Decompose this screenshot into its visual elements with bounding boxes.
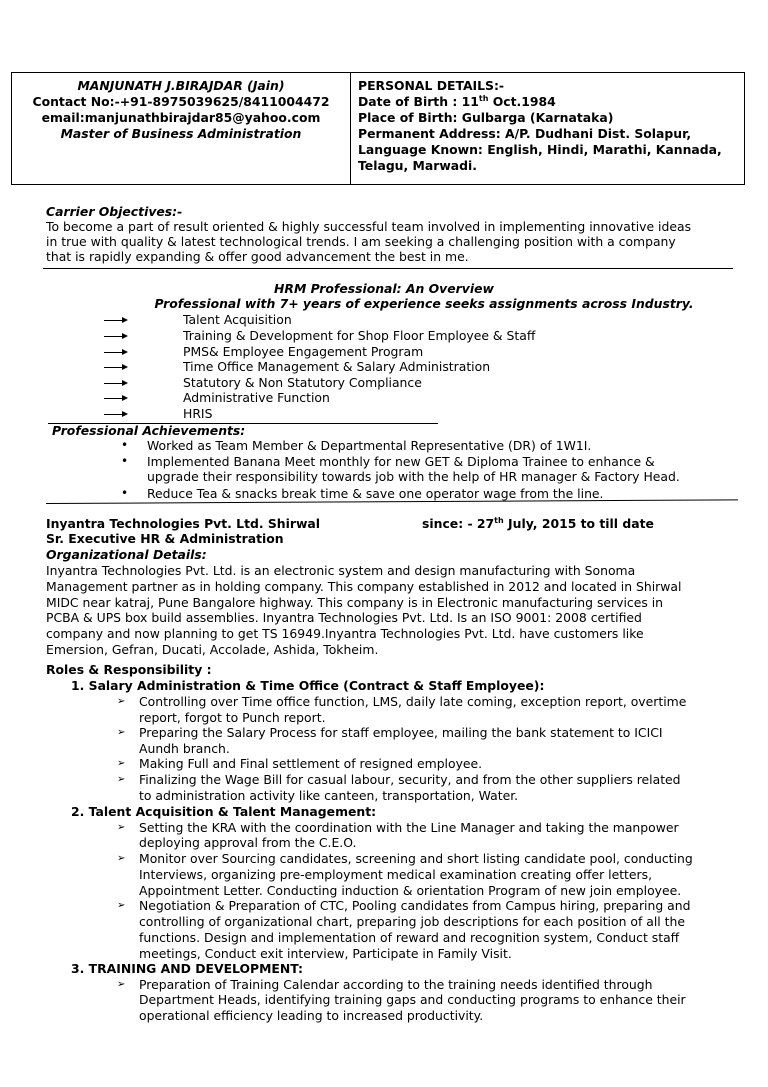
date-of-birth: Date of Birth : 11th Oct.1984 bbox=[358, 93, 556, 109]
chevron-right-icon: ➢ bbox=[117, 822, 126, 833]
overview-item: Talent Acquisition bbox=[183, 312, 292, 327]
bullet-icon: • bbox=[121, 454, 129, 468]
chevron-right-icon: ➢ bbox=[117, 727, 126, 738]
arrow-icon bbox=[104, 352, 126, 353]
responsibility-item-cont: operational efficiency leading to increased productivity. bbox=[139, 1008, 484, 1023]
arrow-icon bbox=[104, 414, 126, 415]
section-title: 1. Salary Administration & Time Office (Contract & Staff Employee): bbox=[71, 678, 545, 693]
responsibility-item-cont: meetings, Conduct exit interview, Participate in Family Visit. bbox=[139, 946, 512, 961]
candidate-name: MANJUNATH J.BIRAJDAR (Jain) bbox=[77, 78, 285, 93]
responsibility-item-cont: deploying approval from the C.E.O. bbox=[139, 835, 357, 850]
degree: Master of Business Administration bbox=[60, 126, 302, 141]
arrow-icon bbox=[104, 320, 126, 321]
arrow-icon bbox=[104, 336, 126, 337]
arrow-icon bbox=[104, 383, 126, 384]
section-title: 3. TRAINING AND DEVELOPMENT: bbox=[71, 961, 303, 976]
responsibility-item: Finalizing the Wage Bill for casual labour, security, and from the other suppliers related bbox=[139, 772, 681, 787]
responsibility-item: Preparing the Salary Process for staff employee, mailing the bank statement to ICICI bbox=[139, 725, 663, 740]
objective-line: To become a part of result oriented & highly successful team involved in implementing innovative ideas bbox=[46, 219, 692, 234]
responsibility-item-cont: to administration activity like canteen, transportation, Water. bbox=[139, 788, 519, 803]
overview-item: PMS& Employee Engagement Program bbox=[183, 344, 424, 359]
section-title: 2. Talent Acquisition & Talent Management: bbox=[71, 804, 377, 819]
languages-line-1: Language Known: English, Hindi, Marathi, Kannada, bbox=[358, 142, 722, 157]
responsibility-item-cont: Aundh branch. bbox=[139, 741, 230, 756]
responsibility-item: Negotiation & Preparation of CTC, Pooling candidates from Campus hiring, preparing and bbox=[139, 898, 691, 913]
chevron-right-icon: ➢ bbox=[117, 900, 126, 911]
responsibility-item: Setting the KRA with the coordination with the Line Manager and taking the manpower bbox=[139, 820, 679, 835]
personal-details-title: PERSONAL DETAILS:- bbox=[358, 78, 505, 93]
org-line: Inyantra Technologies Pvt. Ltd. is an electronic system and design manufacturing with Sonoma bbox=[46, 563, 636, 578]
responsibility-item-cont: Department Heads, identifying training gaps and conducting programs to enhance their bbox=[139, 992, 686, 1007]
chevron-right-icon: ➢ bbox=[117, 758, 126, 769]
responsibility-item: Making Full and Final settlement of resigned employee. bbox=[139, 756, 483, 771]
overview-item: Time Office Management & Salary Administration bbox=[183, 359, 491, 374]
overview-item: Statutory & Non Statutory Compliance bbox=[183, 375, 422, 390]
org-line: MIDC near katraj, Pune Bangalore highway. This company is in Electronic manufacturing services in bbox=[46, 595, 664, 610]
responsibility-item-cont: controlling of organizational chart, preparing job descriptions for each position of all the bbox=[139, 914, 685, 929]
achievement-item-cont: upgrade their responsibility towards job with the help of HR manager & Factory Head. bbox=[147, 469, 680, 484]
divider-line bbox=[43, 268, 733, 269]
chevron-right-icon: ➢ bbox=[117, 853, 126, 864]
bullet-icon: • bbox=[121, 438, 129, 452]
achievement-item: Worked as Team Member & Departmental Representative (DR) of 1W1I. bbox=[147, 438, 592, 453]
overview-item: HRIS bbox=[183, 406, 213, 421]
responsibility-item-cont: functions. Design and implementation of reward and recognition system, Conduct staff bbox=[139, 930, 680, 945]
responsibility-item-cont: Appointment Letter. Conducting induction & orientation Program of new join employee. bbox=[139, 883, 682, 898]
chevron-right-icon: ➢ bbox=[117, 696, 126, 707]
responsibility-item: Controlling over Time office function, LMS, daily late coming, exception report, overtime bbox=[139, 694, 687, 709]
objective-line: in true with quality & latest technological trends. I am seeking a challenging position with a company bbox=[46, 234, 676, 249]
overview-title: HRM Professional: An Overview bbox=[274, 281, 494, 296]
responsibility-item-cont: Interviews, organizing pre-employment medical examination creating offer letters, bbox=[139, 867, 653, 882]
objective-line: that is rapidly expanding & offer good advancement the best in me. bbox=[46, 249, 469, 264]
languages-line-2: Telagu, Marwadi. bbox=[358, 158, 477, 173]
roles-title: Roles & Responsibility : bbox=[46, 662, 212, 677]
org-line: Management partner as in holding company. This company established in 2012 and located in Shirwal bbox=[46, 579, 682, 594]
contact-number: Contact No:-+91-8975039625/8411004472 bbox=[32, 94, 330, 109]
header-box bbox=[11, 72, 745, 185]
objective-title: Carrier Objectives:- bbox=[46, 204, 183, 219]
arrow-icon bbox=[104, 398, 126, 399]
place-of-birth: Place of Birth: Gulbarga (Karnataka) bbox=[358, 110, 614, 125]
email-address: email:manjunathbirajdar85@yahoo.com bbox=[41, 110, 321, 125]
org-line: PCBA & UPS box build assemblies. Inyantra Technologies Pvt. Ltd. Is an ISO 9001: 2008 certified bbox=[46, 610, 642, 625]
responsibility-item-cont: report, forgot to Punch report. bbox=[139, 710, 326, 725]
arrow-icon bbox=[104, 367, 126, 368]
job-position: Sr. Executive HR & Administration bbox=[46, 531, 284, 546]
chevron-right-icon: ➢ bbox=[117, 774, 126, 785]
achievement-item: Reduce Tea & snacks break time & save one operator wage from the line. bbox=[147, 486, 604, 501]
overview-item: Training & Development for Shop Floor Employee & Staff bbox=[183, 328, 536, 343]
org-line: company and now planning to get TS 16949.Inyantra Technologies Pvt. Ltd. have customers like bbox=[46, 626, 644, 641]
achievement-item: Implemented Banana Meet monthly for new GET & Diploma Trainee to enhance & bbox=[147, 454, 655, 469]
company-name: Inyantra Technologies Pvt. Ltd. Shirwal bbox=[46, 516, 321, 531]
org-details-title: Organizational Details: bbox=[46, 547, 207, 562]
achievements-title: Professional Achievements: bbox=[52, 423, 246, 438]
responsibility-item: Preparation of Training Calendar according to the training needs identified through bbox=[139, 977, 653, 992]
overview-item: Administrative Function bbox=[183, 390, 330, 405]
bullet-icon: • bbox=[121, 486, 129, 500]
responsibility-item: Monitor over Sourcing candidates, screening and short listing candidate pool, conducting bbox=[139, 851, 693, 866]
overview-subtitle: Professional with 7+ years of experience seeks assignments across Industry. bbox=[154, 296, 694, 311]
header-divider bbox=[350, 73, 351, 184]
employment-period: since: - 27th July, 2015 to till date bbox=[422, 515, 654, 531]
chevron-right-icon: ➢ bbox=[117, 979, 126, 990]
permanent-address: Permanent Address: A/P. Dudhani Dist. Solapur, bbox=[358, 126, 692, 141]
org-line: Emersion, Gefran, Ducati, Accolade, Ashida, Tokheim. bbox=[46, 642, 379, 657]
